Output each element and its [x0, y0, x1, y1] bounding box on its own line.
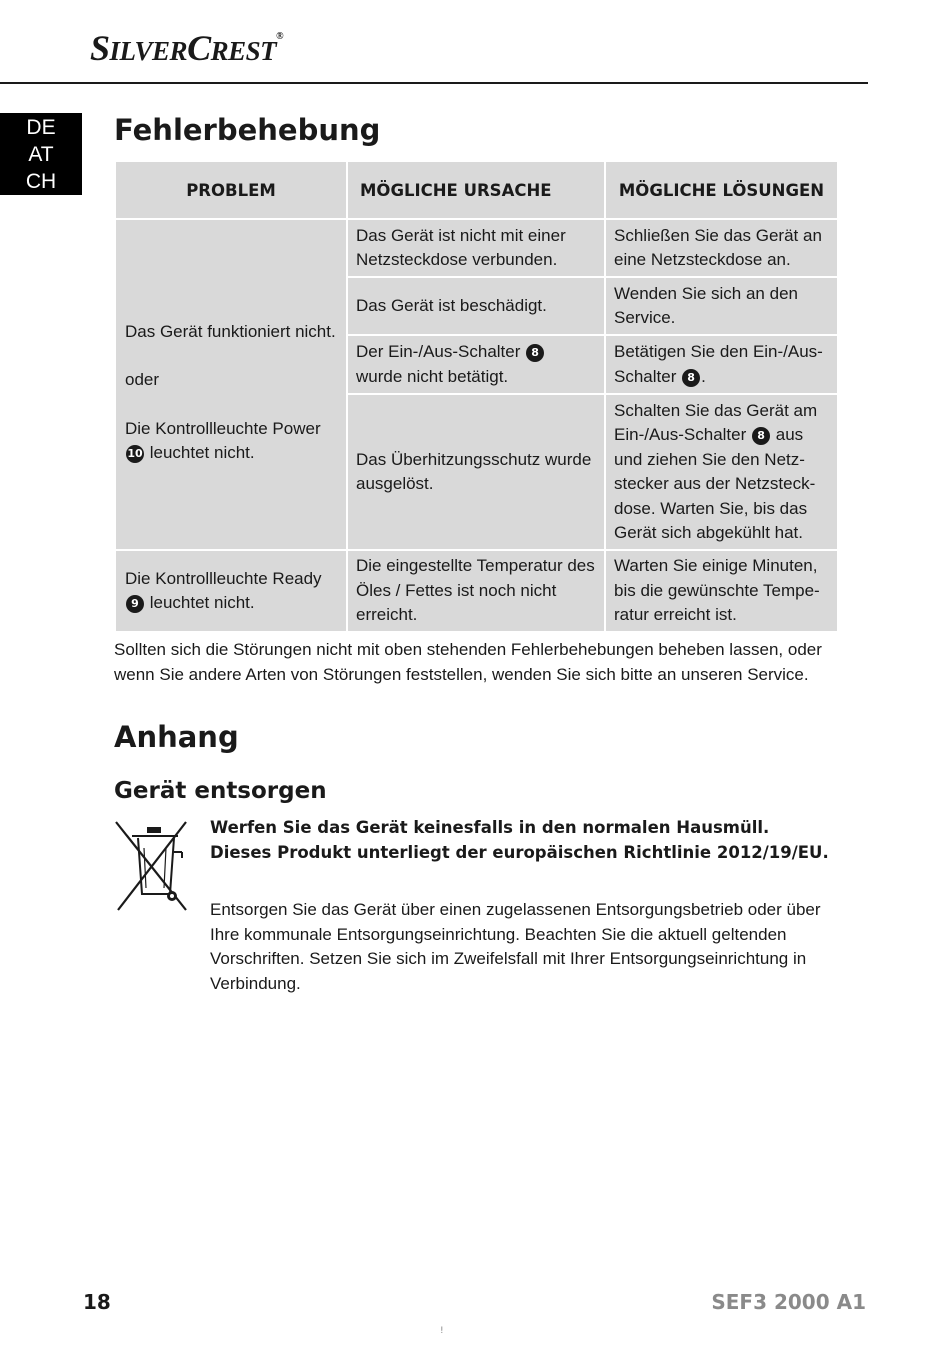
troubleshooting-table — [114, 160, 839, 633]
number-badge-icon: 8 — [682, 369, 700, 387]
column-header-problem: PROBLEM — [115, 161, 347, 219]
lang-at: AT — [28, 143, 54, 166]
disposal-warning: Werfen Sie das Gerät keinesfalls in den normalen Hausmüll. Dieses Produkt unterliegt der europäischen Richtlinie 2012/19/EU. — [210, 818, 829, 862]
disposal-instructions: Entsorgen Sie das Gerät über einen zugelassenen Entsorgungsbetrieb oder über Ihre kommunale Entsorgungseinrichtung. Beachten Sie die aktuell geltenden Vorschriften. Setzen Sie sich im Zweifelsfall mit Ihrer Entsorgungseinrichtung in Verbindung. — [210, 900, 821, 993]
table-row — [115, 550, 838, 632]
cause-cell: Das Gerät ist beschädigt. — [347, 277, 605, 335]
section-title-troubleshooting: Fehlerbehebung — [114, 113, 381, 147]
number-badge-icon: 8 — [526, 344, 544, 362]
lang-ch: CH — [25, 170, 57, 193]
solution-cell: Wenden Sie sich an den Service. — [605, 277, 838, 335]
print-mark: ! — [440, 1326, 444, 1336]
solution-cell: Schalten Sie das Gerät am Ein-/Aus-Schalter 8 aus und ziehen Sie den Netzstecker aus der Netzsteckdose. Warten Sie, bis das Gerät sich abgekühlt hat. — [605, 394, 838, 550]
solution-cell: Betätigen Sie den Ein-/Aus-Schalter 8 . — [605, 335, 838, 394]
page-number: 18 — [83, 1290, 111, 1314]
lang-de: DE — [26, 116, 56, 139]
solution-cell: Warten Sie einige Minuten, bis die gewünschte Temperatur erreicht ist. — [605, 550, 838, 632]
language-tab — [0, 113, 82, 195]
problem-cell-2: Die Kontrollleuchte Ready 9 leuchtet nicht. — [115, 550, 347, 632]
cause-cell: Das Gerät ist nicht mit einer Netzsteckdose verbunden. — [347, 219, 605, 277]
troubleshooting-note: Sollten sich die Störungen nicht mit oben stehenden Fehlerbehebungen beheben lassen, oder wenn Sie andere Arten von Störungen feststellen, wenden Sie sich bitte an unseren Service. — [114, 640, 822, 684]
solution-cell: Schließen Sie das Gerät an eine Netzsteckdose an. — [605, 219, 838, 277]
problem-1-line1: Das Gerät funktioniert nicht. — [125, 321, 336, 341]
table-row — [115, 219, 838, 277]
cause-cell: Die eingestellte Temperatur des Öles / Fettes ist noch nicht erreicht. — [347, 550, 605, 632]
number-badge-icon: 10 — [126, 445, 144, 463]
crossed-out-wheelie-bin-icon — [114, 818, 190, 914]
brand-logo: SILVERCREST® — [90, 28, 284, 68]
cause-cell: Das Überhitzungsschutz wurde ausgelöst. — [347, 394, 605, 550]
table-header-row — [115, 161, 838, 219]
problem-1-line2: Die Kontrollleuchte Power 10 leuchtet nicht. — [125, 418, 321, 462]
number-badge-icon: 9 — [126, 595, 144, 613]
header-rule — [0, 82, 868, 84]
number-badge-icon: 8 — [752, 427, 770, 445]
subsection-title-disposal: Gerät entsorgen — [114, 778, 327, 804]
problem-1-or: oder — [125, 370, 160, 389]
problem-cell-1 — [115, 219, 347, 550]
model-number: SEF3 2000 A1 — [711, 1290, 866, 1314]
column-header-cause: MÖGLICHE URSACHE — [347, 161, 605, 219]
section-title-appendix: Anhang — [114, 720, 239, 754]
column-header-solution: MÖGLICHE LÖSUNGEN — [605, 161, 838, 219]
cause-cell: Der Ein-/Aus-Schalter 8 wurde nicht betätigt. — [347, 335, 605, 394]
